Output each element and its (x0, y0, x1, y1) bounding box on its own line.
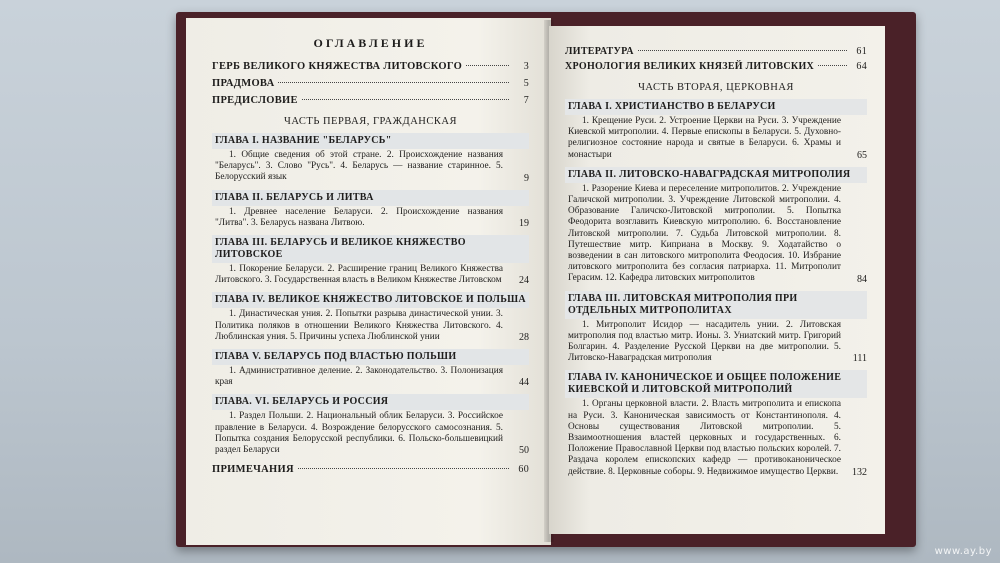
chapter-contents: 1. Общие сведения об этой стране. 2. Происхождение названия "Беларусь". 3. Слово "Русь". 4. Беларусь — название старинное. 5. Белорусский язык (215, 150, 503, 183)
chapter-heading: ГЛАВА IV. КАНОНИЧЕСКОЕ И ОБЩЕЕ ПОЛОЖЕНИЕ КИЕВСКОЙ И ЛИТОВСКОЙ МИТРОПОЛИЙ (565, 370, 867, 398)
chapter-page: 19 (519, 218, 529, 230)
chapter-contents: 1. Административное деление. 2. Законодательство. 3. Полонизация края (215, 366, 503, 388)
chapter-entry (212, 235, 529, 286)
left-page (186, 18, 551, 545)
chapter-page: 84 (857, 273, 867, 285)
toc-entry: ПРАДМОВА 5 (212, 78, 529, 89)
watermark: www.ay.by (934, 546, 992, 557)
chapter-contents: 1. Династическая уния. 2. Попытки разрыва династической унии. 3. Политика поляков в отношении Великого Княжества Литовского. 4. Люблинская уния. 5. Причины успеха Люблинской унии (215, 309, 503, 342)
chapter-entry (212, 190, 529, 229)
chapter-page: 50 (519, 445, 529, 457)
toc-entry: ЛИТЕРАТУРА 61 (565, 46, 867, 57)
chapter-page: 111 (852, 353, 867, 365)
toc-entry: ПРЕДИСЛОВИЕ 7 (212, 95, 529, 106)
chapter-entry (212, 349, 529, 388)
chapter-contents: 1. Митрополит Исидор — насадитель унии. 2. Литовская митрополия под властью митр. Ионы. 3. Униатский митр. Григорий Болгарин. 4. Разделение Русской Церкви на две митрополии. 5. Литовско-Наваградская митрополия (568, 319, 841, 364)
chapter-heading: ГЛАВА. VI. БЕЛАРУСЬ И РОССИЯ (212, 394, 529, 410)
chapter-heading: ГЛАВА II. БЕЛАРУСЬ И ЛИТВА (212, 190, 529, 206)
toc-title: ОГЛАВЛЕНИЕ (313, 36, 428, 50)
chapter-entry (212, 292, 529, 343)
chapter-contents: 1. Покорение Беларуси. 2. Расширение границ Великого Княжества Литовского. 3. Государственная власть в Великом Княжестве Литовском (215, 264, 503, 286)
chapter-contents: 1. Крещение Руси. 2. Устроение Церкви на Руси. 3. Учреждение Киевской митрополии. 4. Первые епископы в Беларуси. 5. Духовно-религиозное состояние народа и святые в Беларуси. 6. Храмы и монастыри (568, 116, 841, 160)
chapter-entry (565, 99, 867, 161)
chapter-contents: 1. Органы церковной власти. 2. Власть митрополита и епископа на Руси. 3. Каноническая зависимость от Константинополя. 4. Основы существования Литовской митрополии. 5. Взаимоотношения властей церковных и государственных. 6. Положение Православной Церкви под властью польских королей. 7. Раздача королем епископских кафедр — противоканоническое действие. 8. Церковные соборы. 9. Недвижимое имущество Церкви. (568, 399, 841, 477)
chapter-heading: ГЛАВА IV. ВЕЛИКОЕ КНЯЖЕСТВО ЛИТОВСКОЕ И ПОЛЬША (212, 292, 529, 308)
chapter-heading: ГЛАВА III. БЕЛАРУСЬ И ВЕЛИКОЕ КНЯЖЕСТВО ЛИТОВСКОЕ (212, 235, 529, 263)
chapter-heading: ГЛАВА II. ЛИТОВСКО-НАВАГРАДСКАЯ МИТРОПОЛИЯ (565, 167, 867, 183)
chapter-heading: ГЛАВА III. ЛИТОВСКАЯ МИТРОПОЛИЯ ПРИ ОТДЕЛЬНЫХ МИТРОПОЛИТАХ (565, 291, 867, 319)
chapter-contents: 1. Раздел Польши. 2. Национальный облик Беларуси. 3. Российское правление в Беларуси. 4. Возрождение белорусского самосознания. 5. Попытка создания Белорусской республики. 6. Польско-большевицкий раздел Беларуси (215, 411, 503, 456)
toc-entry: ХРОНОЛОГИЯ ВЕЛИКИХ КНЯЗЕЙ ЛИТОВСКИХ 64 (565, 61, 867, 72)
chapter-entry (212, 394, 529, 456)
chapter-heading: ГЛАВА V. БЕЛАРУСЬ ПОД ВЛАСТЬЮ ПОЛЬШИ (212, 349, 529, 365)
chapter-contents: 1. Разорение Киева и переселение митрополитов. 2. Учреждение Галичской митрополии. 3. Учреждение Литовской митрополии. 4. Образование Галичско-Литовской митрополии. 5. Попытка Феодорита возглавить Киевскую митрополию. 6. Восстановление Литовской митрополии. 7. Судьба Литовской митрополии. 8. Путешествие митр. Киприана в Москву. 9. Ходатайство о возведении в сан литовского митрополита Феодосия. 10. Избрание литовского митрополита без согласия патриарха. 11. Митрополит Герасим. 12. Кафедра литовских митрополитов (568, 183, 841, 284)
chapter-heading: ГЛАВА I. ХРИСТИАНСТВО В БЕЛАРУСИ (565, 99, 867, 115)
chapter-entry (565, 167, 867, 285)
chapter-heading: ГЛАВА I. НАЗВАНИЕ "БЕЛАРУСЬ" (212, 133, 529, 149)
chapter-page: 65 (857, 149, 867, 161)
chapter-page: 28 (519, 332, 529, 344)
chapter-entry (212, 133, 529, 184)
toc-entry: ГЕРБ ВЕЛИКОГО КНЯЖЕСТВА ЛИТОВСКОГО 3 (212, 61, 529, 72)
chapter-page: 24 (519, 275, 529, 287)
part-title: ЧАСТЬ ВТОРАЯ, ЦЕРКОВНАЯ (638, 82, 794, 93)
notes-entry: ПРИМЕЧАНИЯ 60 (212, 464, 529, 476)
chapter-page: 44 (519, 377, 529, 389)
chapter-entry (565, 370, 867, 477)
chapter-entry (565, 291, 867, 365)
part-title: ЧАСТЬ ПЕРВАЯ, ГРАЖДАНСКАЯ (284, 116, 457, 127)
chapter-page: 9 (524, 172, 529, 184)
chapter-page: 132 (852, 466, 867, 478)
chapter-contents: 1. Древнее население Беларуси. 2. Происхождение названия "Литва". 3. Беларусь названа Литвою. (215, 206, 503, 228)
right-page (549, 26, 885, 534)
